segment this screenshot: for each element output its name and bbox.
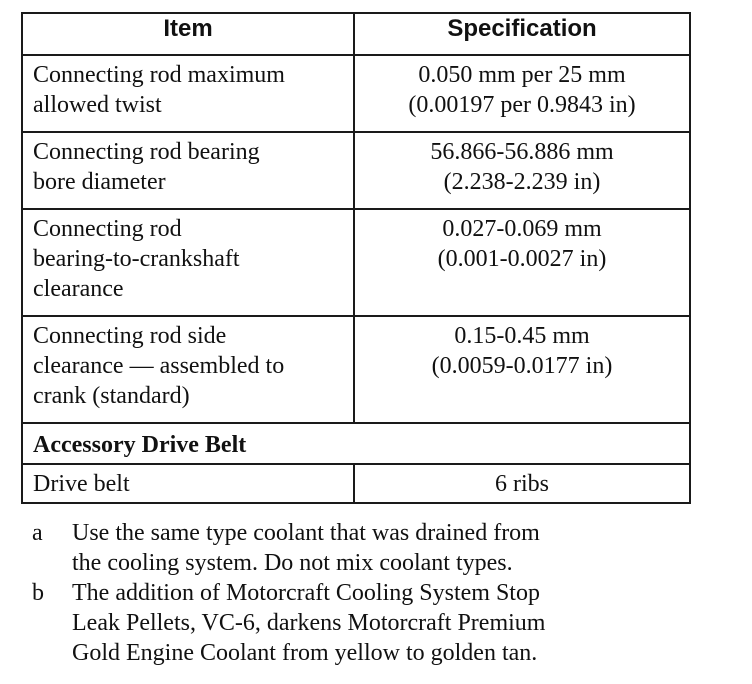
footnote-b xyxy=(32,578,732,668)
section-heading: Accessory Drive Belt xyxy=(22,423,690,464)
footnotes xyxy=(32,518,732,668)
spec-cell xyxy=(354,55,690,132)
spec-value-line: 0.15-0.45 mm xyxy=(454,323,590,349)
table-header-row xyxy=(22,13,690,55)
table-row xyxy=(22,209,690,316)
footnote-a xyxy=(32,518,732,578)
item-cell xyxy=(22,316,354,423)
item-text-line: Connecting rod side xyxy=(33,323,227,349)
footnote-line: Leak Pellets, VC-6, darkens Motorcraft Premium xyxy=(72,610,546,636)
specification-column-header: Specification xyxy=(354,13,690,55)
specification-table xyxy=(21,12,691,504)
spec-cell xyxy=(354,132,690,209)
table-row xyxy=(22,132,690,209)
item-text-line: Connecting rod xyxy=(33,216,182,242)
item-cell xyxy=(22,132,354,209)
item-text-line: clearance xyxy=(33,276,124,302)
item-text-line: crank (standard) xyxy=(33,383,190,409)
item-text-line: clearance — assembled to xyxy=(33,353,285,379)
footnote-line: Gold Engine Coolant from yellow to golden tan. xyxy=(72,640,538,666)
item-text-line: bore diameter xyxy=(33,169,166,195)
spec-value-line: 0.050 mm per 25 mm xyxy=(418,62,626,88)
spec-value-line: 0.027-0.069 mm xyxy=(442,216,602,242)
item-cell xyxy=(22,209,354,316)
item-column-header: Item xyxy=(22,13,354,55)
footnote-line: the cooling system. Do not mix coolant types. xyxy=(72,550,513,576)
item-cell xyxy=(22,55,354,132)
footnote-mark: a xyxy=(32,520,43,546)
spec-value-line: (0.001-0.0027 in) xyxy=(437,246,607,272)
item-text-line: Connecting rod maximum xyxy=(33,62,285,88)
spec-cell xyxy=(354,209,690,316)
footnote-mark: b xyxy=(32,580,44,606)
item-text-line: allowed twist xyxy=(33,92,162,118)
spec-value-line: (0.00197 per 0.9843 in) xyxy=(408,92,636,118)
spec-cell xyxy=(354,316,690,423)
spec-cell: 6 ribs xyxy=(354,464,690,503)
spec-value-line: (0.0059-0.0177 in) xyxy=(431,353,613,379)
item-text-line: bearing-to-crankshaft xyxy=(33,246,240,272)
table-row xyxy=(22,316,690,423)
item-text-line: Connecting rod bearing xyxy=(33,139,260,165)
spec-value-line: 56.866-56.886 mm xyxy=(430,139,614,165)
footnote-line: The addition of Motorcraft Cooling System Stop xyxy=(72,580,540,606)
spec-value-line: (2.238-2.239 in) xyxy=(443,169,601,195)
table-row xyxy=(22,55,690,132)
table-row xyxy=(22,464,690,503)
footnote-line: Use the same type coolant that was drained from xyxy=(72,520,540,546)
item-cell: Drive belt xyxy=(22,464,354,503)
footnote-text xyxy=(72,578,732,668)
section-heading-row xyxy=(22,423,690,464)
footnote-text xyxy=(72,518,732,578)
